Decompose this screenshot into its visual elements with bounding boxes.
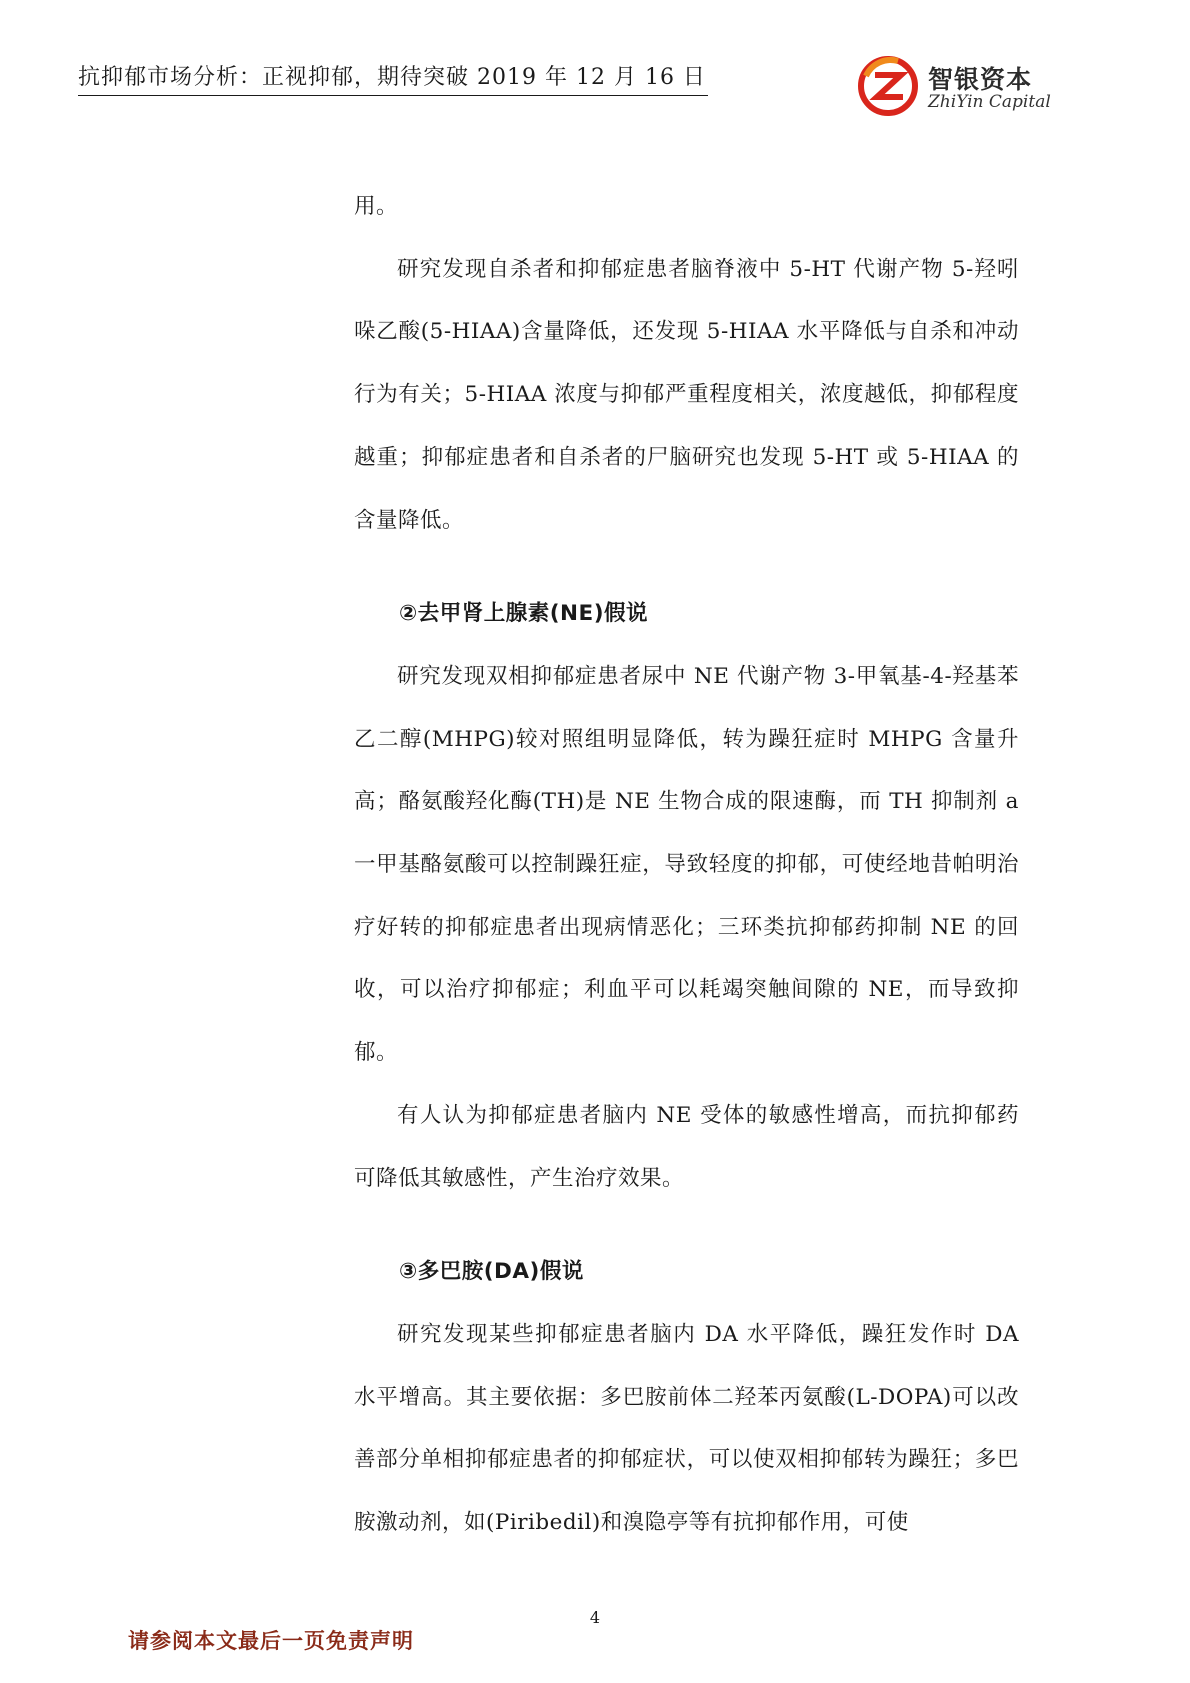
logo-name-cn: 智银资本 [928, 65, 1033, 94]
page-number: 4 [589, 1608, 601, 1627]
footer-disclaimer: 请参阅本文最后一页免责声明 [128, 1629, 414, 1653]
company-logo [858, 54, 1058, 120]
paragraph-ne-findings: 研究发现双相抑郁症患者尿中 NE 代谢产物 3-甲氧基-4-羟基苯乙二醇(MHPG)较对照组明显降低，转为躁狂症时 MHPG 含量升高；酪氨酸羟化酶(TH)是 NE 生物合成的限速酶，而 TH 抑制剂 a 一甲基酪氨酸可以控制躁狂症，导致轻度的抑郁，可使经地昔帕明治疗好转的抑郁症患者出现病情恶化；三环类抗抑郁药抑制 NE 的回收，可以治疗抑郁症；利血平可以耗竭突触间隙的 NE，而导致抑郁。 [354, 663, 1019, 1066]
document-body [354, 176, 1019, 1555]
paragraph-5ht-findings: 研究发现自杀者和抑郁症患者脑脊液中 5-HT 代谢产物 5-羟吲哚乙酸(5-HIAA)含量降低，还发现 5-HIAA 水平降低与自杀和冲动行为有关；5-HIAA 浓度与抑郁严重程度相关，浓度越低，抑郁程度越重；抑郁症患者和自杀者的尸脑研究也发现 5-HT 或 5-HIAA 的含量降低。 [354, 256, 1019, 533]
paragraph-da-findings: 研究发现某些抑郁症患者脑内 DA 水平降低，躁狂发作时 DA 水平增高。其主要依据：多巴胺前体二羟苯丙氨酸(L-DOPA)可以改善部分单相抑郁症患者的抑郁症状，可以使双相抑郁转为躁狂；多巴胺激动剂，如(Piribedil)和溴隐亭等有抗抑郁作用，可使 [354, 1321, 1019, 1536]
paragraph-ne-receptor: 有人认为抑郁症患者脑内 NE 受体的敏感性增高，而抗抑郁药可降低其敏感性，产生治疗效果。 [354, 1102, 1019, 1191]
paragraph-continued: 用。 [354, 194, 399, 219]
section-heading-da-hypothesis: ③多巴胺(DA)假说 [399, 1259, 584, 1285]
logo-name-en: ZhiYin Capital [928, 92, 1051, 112]
section-heading-ne-hypothesis: ②去甲肾上腺素(NE)假说 [399, 601, 649, 627]
report-header-title: 抗抑郁市场分析：正视抑郁，期待突破 2019 年 12 月 16 日 [78, 60, 708, 96]
zhiyin-logo-icon [858, 56, 918, 116]
